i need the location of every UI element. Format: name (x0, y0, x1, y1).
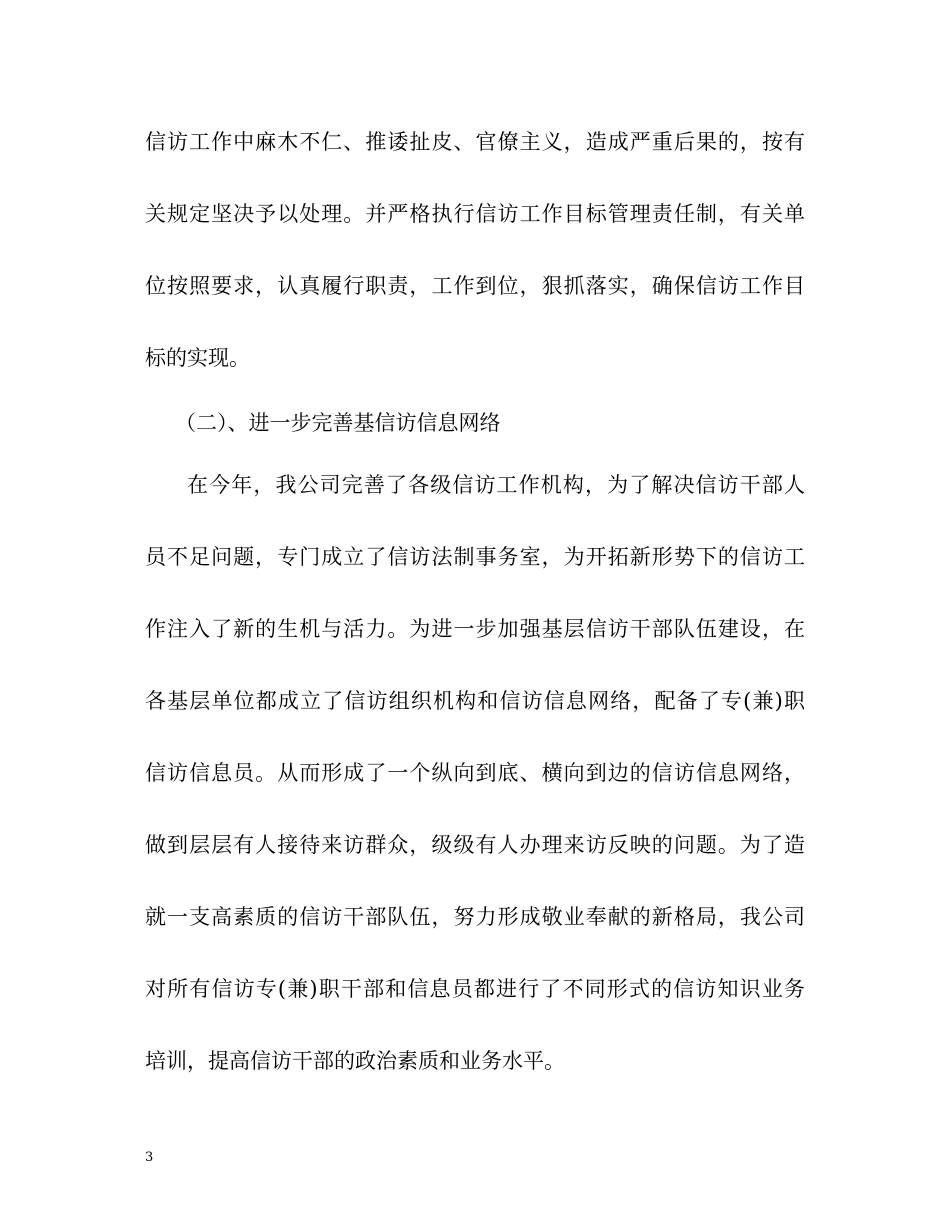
paragraph-first-line: 在今年，我公司完善了各级信访工作机构，为了解决信访干部人 (187, 473, 805, 497)
text-line: 作注入了新的生机与活力。为进一步加强基层信访干部队伍建设，在 (145, 617, 805, 641)
text-line: 关规定坚决予以处理。并严格执行信访工作目标管理责任制，有关单 (145, 202, 805, 226)
text-line: 做到层层有人接待来访群众，级级有人办理来访反映的问题。为了造 (145, 833, 805, 857)
text-line: 信访信息员。从而形成了一个纵向到底、横向到边的信访信息网络， (145, 761, 805, 785)
section-heading: （二）、进一步完善基信访信息网络 (175, 411, 501, 435)
text-line: 信访工作中麻木不仁、推诿扯皮、官僚主义，造成严重后果的，按有 (145, 130, 805, 154)
text-line: 就一支高素质的信访干部队伍，努力形成敬业奉献的新格局，我公司 (145, 905, 805, 929)
text-line: 标的实现。 (145, 346, 250, 370)
text-line: 培训，提高信访干部的政治素质和业务水平。 (145, 1049, 565, 1073)
text-line: 各基层单位都成立了信访组织机构和信访信息网络，配备了专(兼)职 (145, 689, 805, 713)
text-line: 位按照要求，认真履行职责，工作到位，狠抓落实，确保信访工作目 (145, 274, 805, 298)
text-line: 员不足问题，专门成立了信访法制事务室，为开拓新形势下的信访工 (145, 545, 805, 569)
page-number: 3 (145, 1150, 154, 1165)
text-line: 对所有信访专(兼)职干部和信息员都进行了不同形式的信访知识业务 (145, 977, 805, 1001)
